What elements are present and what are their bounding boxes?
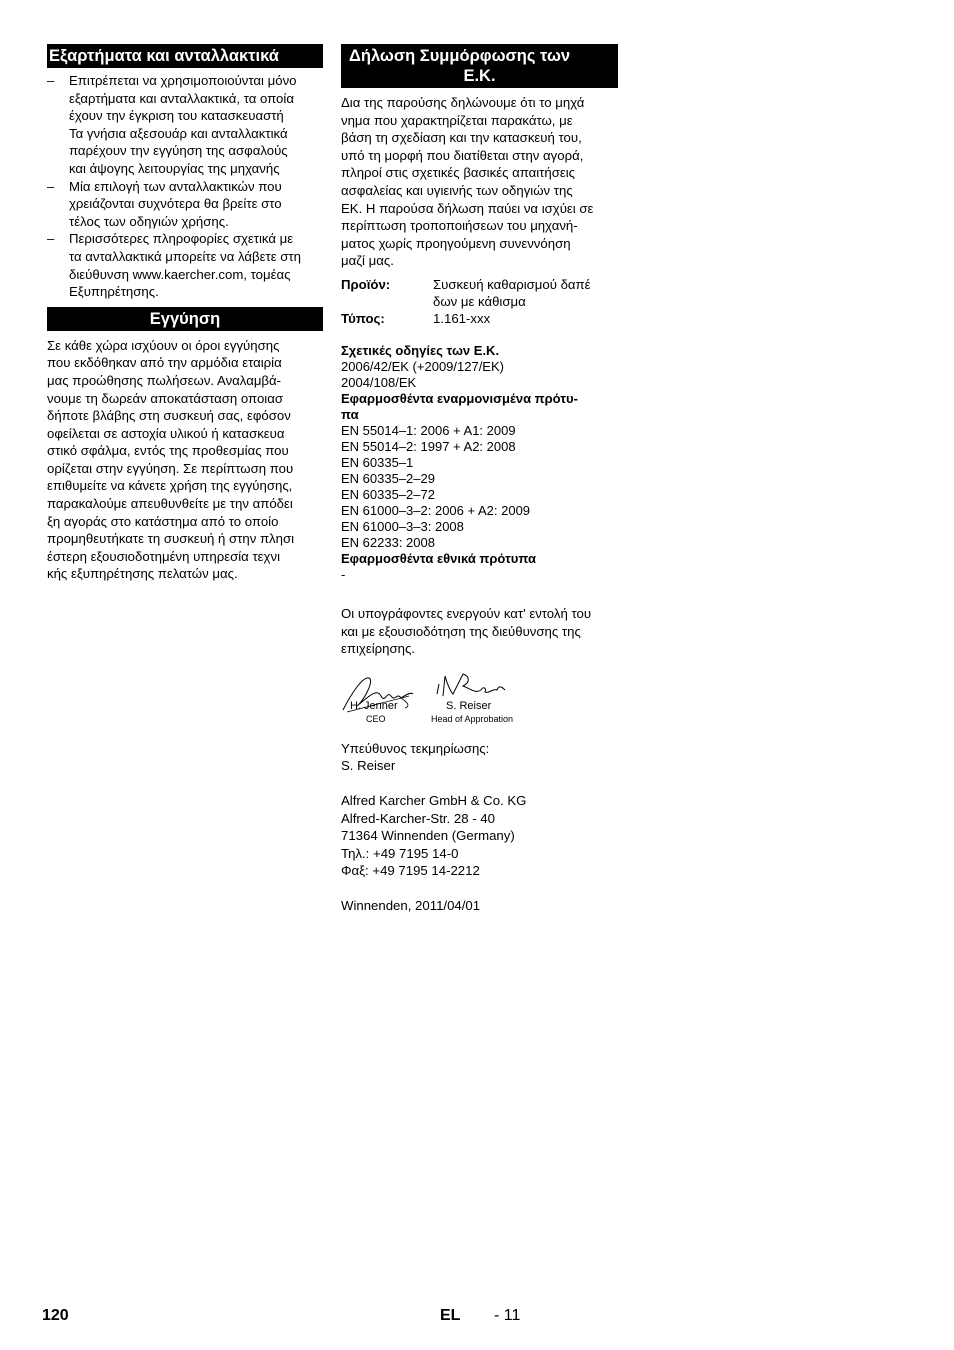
signer-reiser: S. Reiser Head of Approbation (431, 699, 514, 724)
national-heading: Εφαρμοσθέντα εθνικά πρότυπα (341, 550, 536, 566)
accessories-heading: Εξαρτήματα και ανταλλακτικά (47, 44, 323, 68)
signature-block (341, 672, 618, 732)
signer-jenner: H. Jenner CEO (350, 699, 398, 724)
type-row (341, 310, 591, 327)
product-label: Προϊόν: (341, 276, 391, 292)
declaration-heading: Δήλωση Συμμόρφωσης των Ε.Κ. (341, 44, 618, 88)
declaration-intro: Δια της παρούσης δηλώνουμε ότι το μηχά νημα που χαρακτηρίζεται παρακάτω, με βάση τη σχεδίαση και την κατασκευή του, υπό τη μορφή που διατίθεται στην αγορά, πληροί στις σχετικές βασικές απαιτήσεις ασφαλείας και υγιεινής των οδηγιών της ΕΚ. Η παρούσα δήλωση παύει να ισχύει σε περίπτωση τροποποιήσεων του μηχανή- ματος χωρίς προηγούμενη συνεννόηση μαζί μας. (341, 95, 594, 269)
signatories-text: Οι υπογράφοντες ενεργούν κατ' εντολή του και με εξουσιοδότηση της διεύθυνσης της επιχείρησης. (341, 605, 592, 657)
right-column (341, 44, 618, 914)
company-address: Alfred Karcher GmbH & Co. KG Alfred-Karcher-Str. 28 - 40 71364 Winnenden (Germany) Τηλ.: +49 7195 14-0 Φαξ: +49 7195 14-2212 (341, 792, 527, 879)
page-number: 120 (42, 1307, 69, 1324)
type-label: Τύπος: (341, 310, 385, 326)
left-column (47, 44, 323, 583)
product-value: Συσκευή καθαρισμού δαπέ δων με κάθισμα (433, 276, 591, 309)
standards-block: Σχετικές οδηγίες των Ε.Κ. 2006/42/ΕΚ (+2009/127/ΕΚ) 2004/108/ΕΚ Εφαρμοσθέντα εναρμονισμένα πρότυ- πα EN 55014–1: 2006 + A1: 2009 EN 55014–2: 1997 + A2: 2008 EN 60335–1 EN 60335–2–29 EN 60335–2–72 EN 61000–3–2: 2006 + A2: 2009 EN 61000–3–3: 2008 EN 62233: 2008 Εφαρμοσθέντα εθνικά πρότυπα - (341, 343, 618, 583)
place-date: Winnenden, 2011/04/01 (341, 897, 481, 913)
type-value: 1.161-xxx (433, 310, 491, 326)
sub-page-number: - 11 (494, 1307, 521, 1324)
product-row (341, 276, 591, 310)
directives-heading: Σχετικές οδηγίες των Ε.Κ. (341, 342, 500, 358)
list-item: – Περισσότερες πληροφορίες σχετικά με τα ανταλλακτικά μπορείτε να λάβετε στη διεύθυνση www.kaercher.com, τομέας Εξυπηρέτησης. (47, 230, 323, 300)
product-spec-table (341, 276, 591, 327)
documentation-contact: Υπεύθυνος τεκμηρίωσης: S. Reiser (341, 740, 490, 774)
list-item: – Επιτρέπεται να χρησιμοποιούνται μόνο εξαρτήματα και ανταλλακτικά, τα οποία έχουν την έγκριση του κατασκευαστή Τα γνήσια αξεσουάρ και ανταλλακτικά παρέχουν την εγγύηση της ασφαλούς και άψογης λειτουργίας της μηχανής (47, 72, 323, 178)
warranty-heading: Εγγύηση (47, 307, 323, 331)
warranty-text: Σε κάθε χώρα ισχύουν οι όροι εγγύησης που εκδόθηκαν από την αρμόδια εταιρία μας προώθησης πωλήσεων. Αναλαμβά- νουμε τη δωρεάν αποκατάσταση οποιασ δήποτε βλάβης στη συσκευή σας, εφόσον οφείλεται σε αστοχία υλικού ή κατασκευα στικό σφάλμα, εντός της προθεσμίας που ορίζεται στην εγγύηση. Σε περίπτωση που επιθυμείτε να κάνετε χρήση της εγγύησης, παρακαλούμε απευθυνθείτε με την απόδει ξη αγοράς στο κατάστημα από το οποίο προμηθευτήκατε τη συσκευή ή στην πλησι έστερη εξουσιοδοτημένη υπηρεσία τεχνι κής εξυπηρέτησης πελατών μας. (47, 337, 295, 582)
accessories-list (47, 72, 323, 301)
language-code: EL (440, 1307, 461, 1324)
list-item: – Μία επιλογή των ανταλλακτικών που χρειάζονται συχνότερα θα βρείτε στο τέλος των οδηγιών χρήσης. (47, 178, 323, 231)
harmonised-heading: Εφαρμοσθέντα εναρμονισμένα πρότυ- (341, 390, 578, 406)
